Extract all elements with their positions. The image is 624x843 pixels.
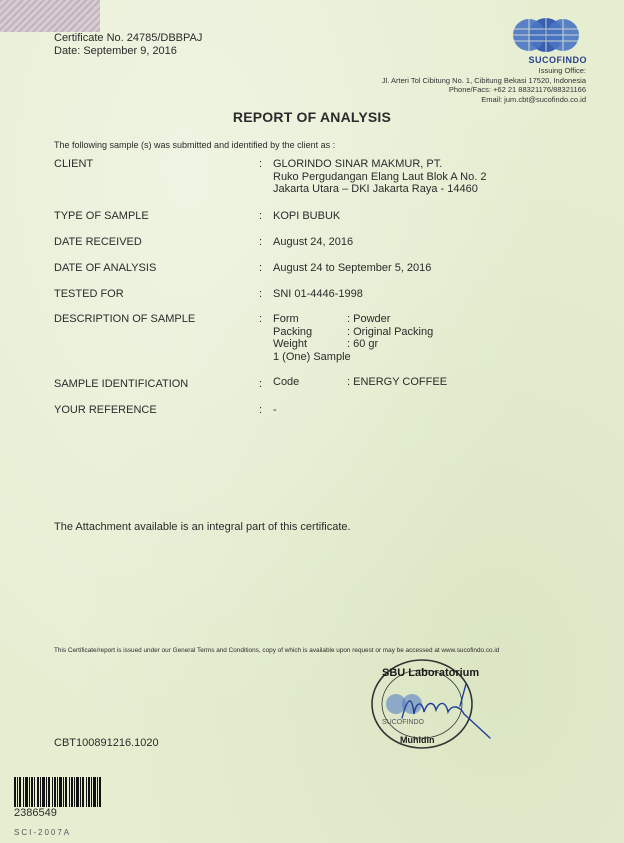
description-packing-row xyxy=(273,326,433,339)
form-value: : Powder xyxy=(347,313,391,325)
code-value: : ENERGY COFFEE xyxy=(347,376,448,388)
report-intro: The following sample (s) was submitted and identified by the client as : xyxy=(54,140,336,150)
client-label: CLIENT xyxy=(54,158,94,170)
your-reference-label: YOUR REFERENCE xyxy=(54,404,157,416)
weight-key: Weight xyxy=(273,338,308,350)
description-value xyxy=(273,313,433,363)
description-label: DESCRIPTION OF SAMPLE xyxy=(54,313,196,325)
reference-code: CBT100891216.1020 xyxy=(54,737,159,749)
signature-department: SBU Laboratorium xyxy=(382,667,480,679)
date-of-analysis-label: DATE OF ANALYSIS xyxy=(54,262,157,274)
certificate-number: Certificate No. 24785/DBBPAJ xyxy=(54,32,203,44)
packing-value: : Original Packing xyxy=(347,325,434,338)
date-of-analysis-value: August 24 to September 5, 2016 xyxy=(273,262,432,274)
type-of-sample-value: KOPI BUBUK xyxy=(273,210,341,222)
signatory-name: Muhidin xyxy=(400,735,435,745)
your-reference-colon: : xyxy=(259,404,263,416)
issuing-office-phone: Phone/Facs: +62 21 88321176/88321166 xyxy=(448,85,586,94)
weight-value: : 60 gr xyxy=(347,338,379,350)
client-value xyxy=(273,158,486,196)
code-key: Code xyxy=(273,376,300,388)
date-received-colon: : xyxy=(259,236,263,248)
client-name: GLORINDO SINAR MAKMUR, PT. xyxy=(273,158,443,170)
sample-identification-colon: : xyxy=(259,378,263,390)
date-received-label: DATE RECEIVED xyxy=(54,236,142,248)
attachment-note: The Attachment available is an integral part of this certificate. xyxy=(54,521,351,533)
description-colon: : xyxy=(259,313,263,325)
sucofindo-globe-logo xyxy=(509,17,583,53)
client-address-line-2: Jakarta Utara – DKI Jakarta Raya - 14460 xyxy=(273,183,478,195)
sample-identification-label: SAMPLE IDENTIFICATION xyxy=(54,378,189,390)
packing-key: Packing xyxy=(273,325,313,338)
barcode xyxy=(14,777,102,807)
terms-note: This Certificate/report is issued under our General Terms and Conditions, copy of which is available upon request or may be accessed at www.sucofindo.co.id xyxy=(54,647,500,654)
sample-identification-value xyxy=(273,376,447,389)
date-of-analysis-colon: : xyxy=(259,262,263,274)
issuing-office-address: Jl. Arteri Tol Cibitung No. 1, Cibitung Bekasi 17520, Indonesia xyxy=(381,75,586,85)
report-title: REPORT OF ANALYSIS xyxy=(232,109,392,125)
date-received-value: August 24, 2016 xyxy=(273,236,354,248)
security-pattern xyxy=(0,0,100,32)
issuer-name: SUCOFINDO xyxy=(528,55,587,65)
tested-for-colon: : xyxy=(259,288,263,300)
description-weight-row xyxy=(273,338,433,351)
type-of-sample-label: TYPE OF SAMPLE xyxy=(54,210,149,222)
description-form-row xyxy=(273,313,433,326)
form-number: SCI-2007A xyxy=(14,828,72,837)
form-key: Form xyxy=(273,313,299,325)
issuing-office-block xyxy=(382,66,586,104)
client-address-line-1: Ruko Pergudangan Elang Laut Blok A No. 2 xyxy=(273,170,487,183)
sample-count: 1 (One) Sample xyxy=(273,350,351,363)
tested-for-label: TESTED FOR xyxy=(54,288,124,300)
certificate-date: Date: September 9, 2016 xyxy=(54,45,177,57)
issuing-office-email: Email: jum.cbt@sucofindo.co.id xyxy=(481,94,586,104)
client-colon: : xyxy=(259,158,263,170)
issuing-office-label: Issuing Office: xyxy=(538,66,586,75)
tested-for-value: SNI 01-4446-1998 xyxy=(273,288,363,300)
barcode-number: 2386549 xyxy=(14,807,57,819)
type-of-sample-colon: : xyxy=(259,210,263,222)
your-reference-value: - xyxy=(273,404,277,416)
stamp-text: SUCOFINDO xyxy=(382,719,424,726)
